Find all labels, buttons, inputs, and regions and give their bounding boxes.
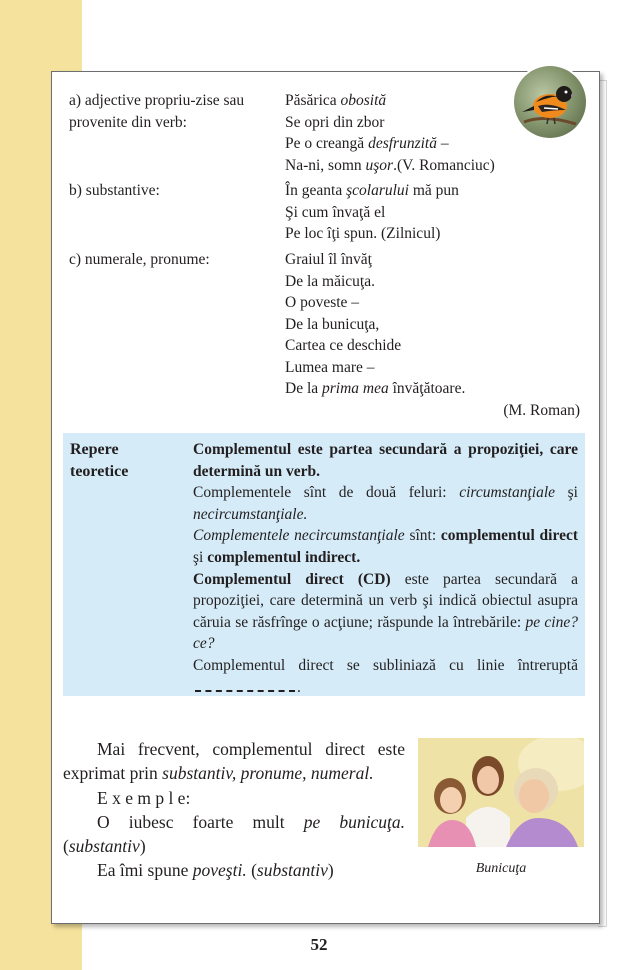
example-label: a) adjective propriu-zise sau provenite din verb: [69, 92, 245, 131]
poem-line: În geanta şcolarului mă pun [285, 182, 459, 199]
poem-line: Na-ni, somn uşor.(V. Romanciuc) [285, 156, 495, 174]
dashed-underline-sample [195, 680, 295, 692]
theory-box [63, 433, 585, 696]
poem-line: Şi cum învaţă el [285, 203, 386, 221]
poem-line: De la prima mea învăţătoare. [285, 380, 466, 397]
poem-line: Graiul îl învăţ [285, 251, 372, 268]
poem-line: Pe loc îţi spun. (Zilnicul) [285, 225, 441, 242]
example-poem [285, 249, 585, 421]
theory-underline-rule: Complementul direct se subliniază cu linie întreruptă . [193, 656, 578, 696]
body-text [63, 737, 405, 883]
examples-heading: E x e m p l e: [97, 787, 191, 808]
poem-line: O poveste – [285, 294, 360, 311]
photo-caption: Bunicuţa [475, 861, 527, 876]
example-sentence: Ea îmi spune poveşti. (substantiv) [97, 860, 334, 881]
example-label: c) numerale, pronume: [69, 251, 210, 268]
theory-definition: Complementul este partea secundară a propoziţiei, care determină un verb. [193, 441, 578, 480]
poem-line: Păsărica obosită [285, 92, 387, 109]
grandmother-photo [418, 738, 584, 847]
poem-author: (M. Roman) [503, 401, 580, 419]
theory-text [193, 439, 578, 698]
example-sentence: O iubesc foarte mult pe bunicuţa. (substantiv) [63, 811, 405, 857]
poem-line: Se opri din zbor [285, 113, 385, 131]
bird-illustration [514, 66, 586, 138]
example-label: b) substantive: [69, 182, 160, 199]
theory-kinds: Complementele sînt de două feluri: circumstanţiale şi necircumstanţiale. [193, 484, 578, 523]
theory-label: Repere teoretice [70, 441, 129, 480]
page-number: 52 [310, 935, 328, 954]
theory-necircumstantial: Complementele necircumstanţiale sînt: complementul direct şi complementul indirect. [193, 527, 578, 566]
poem-line: Pe o creangă desfrunzită – [285, 135, 449, 152]
theory-direct-object: Complementul direct (CD) este partea secundară a propoziţiei, care determină un verb şi indică obiectul asupra căruia se răsfrînge o acţiune; răspunde la întrebările: pe cine? ce? [193, 570, 579, 653]
poem-line: Lumea mare – [285, 358, 375, 376]
poem-line: Cartea ce deschide [285, 337, 402, 354]
poem-line: De la bunicuţa, [285, 315, 380, 333]
example-poem [285, 180, 585, 245]
body-paragraph: Mai frecvent, complementul direct este exprimat prin substantiv, pronume, numeral. [63, 739, 405, 784]
poem-line: De la măicuţa. [285, 272, 375, 290]
